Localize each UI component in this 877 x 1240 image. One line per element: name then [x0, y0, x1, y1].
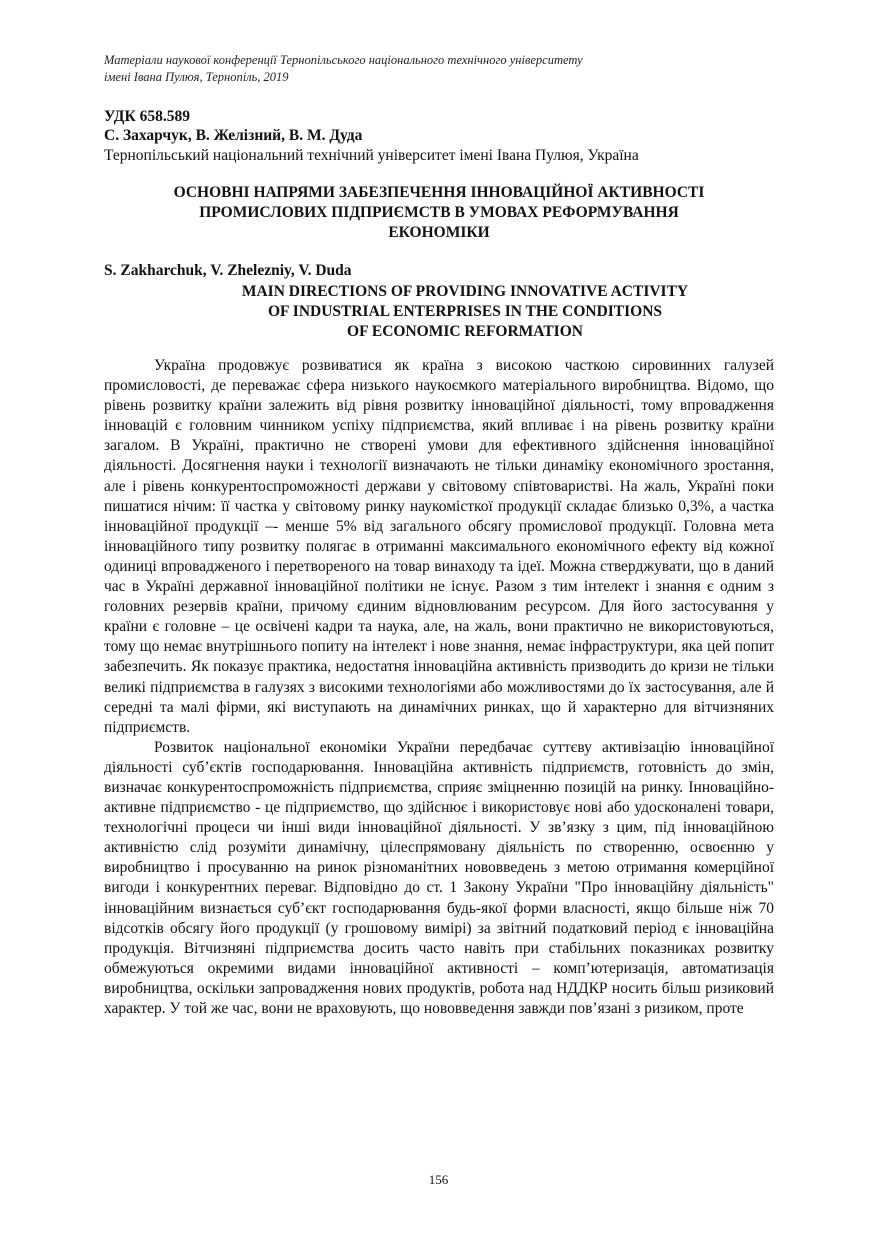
conference-header	[104, 52, 784, 86]
page-number: 156	[428, 1172, 449, 1187]
title-english	[130, 282, 800, 342]
paragraph-2: Розвиток національної економіки України передбачає суттєву активізацію інноваційної діяльності суб’єктів господарювання. Інноваційна активність підприємств, готовність до змін, визначає конкурентоспроможність підприємства, сприяє зміцненню позицій на ринку. Інноваційно-активне підприємство - це підприємство, що здійснює і використовує нові або удосконалені товари, технологічні процеси чи інші види інноваційної діяльності. У зв’язку з цим, під інноваційною активністю слід розуміти динамічну, цілеспрямовану діяльність по створенню, освоєнню у виробництво і просуванню на ринок різноманітних нововведень з метою отримання комерційної вигоди і конкурентних переваг. Відповідно до ст. 1 Закону України "Про інноваційну діяльність" інноваційним визнається суб’єкт господарювання будь-якої форми власності, якщо більше ніж 70 відсотків обсягу його продукції (у грошовому вимірі) за звітний податковий період є інноваційна продукція. Вітчизняні підприємства досить часто навіть при стабільних показниках розвитку обмежуються окремими видами інноваційної активності – комп’ютеризація, автоматизація виробництва, оскільки запровадження нових продуктів, робота над НДДКР носить більш ризиковий характер. У той же час, вони не враховують, що нововведення завжди пов’язані з ризиком, проте	[104, 738, 774, 1017]
affiliation: Тернопільський національний технічний університет імені Івана Пулюя, Україна	[104, 147, 639, 164]
title-uk-line-2: ПРОМИСЛОВИХ ПІДПРИЄМСТВ В УМОВАХ РЕФОРМУВАННЯ	[199, 204, 679, 221]
title-ukrainian	[104, 183, 774, 243]
title-en-line-1: MAIN DIRECTIONS OF PROVIDING INNOVATIVE ACTIVITY	[241, 283, 689, 300]
header-line-1: Матеріали наукової конференції Тернопільського національного технічного університету	[104, 53, 583, 67]
title-uk-line-1: ОСНОВНІ НАПРЯМИ ЗАБЕЗПЕЧЕННЯ ІННОВАЦІЙНОЇ АКТИВНОСТІ	[173, 184, 705, 201]
title-en-line-2: OF INDUSTRIAL ENTERPRISES IN THE CONDITIONS	[267, 303, 663, 320]
title-uk-line-3: ЕКОНОМІКИ	[388, 224, 490, 241]
header-line-2: імені Івана Пулюя, Тернопіль, 2019	[104, 70, 289, 84]
title-en-line-3: OF ECONOMIC REFORMATION	[347, 323, 583, 340]
authors-ukrainian: С. Захарчук, В. Желізний, В. М. Дуда	[104, 127, 363, 144]
body-text	[104, 356, 774, 1019]
authors-english: S. Zakharchuk, V. Zhelezniy, V. Duda	[104, 262, 352, 279]
paragraph-1: Україна продовжує розвиватися як країна з високою часткою сировинних галузей промисловості, де переважає сфера низького наукоємкого матеріального виробництва. Відомо, що рівень розвитку країни залежить від рівня розвитку інноваційної діяльності, тому впровадження інновацій є головним чинником успіху підприємства, який впливає і на рівень розвитку країни загалом. В Україні, практично не створені умови для ефективного здійснення інноваційної діяльності. Досягнення науки і технології визначають не тільки динаміку економічного зростання, але і рівень конкурентоспроможності держави у світовому співтоваристві. На жаль, Україні поки пишатися нічим: її частка у світовому ринку наукомісткої продукції складає близько 0,3%, а частка інноваційної продукції –- менше 5% від загального обсягу промислової продукції. Головна мета інноваційного типу розвитку полягає в отриманні максимального економічного ефекту від кожної одиниці впровадженого і перетвореного на товар винаходу та ідеї. Можна стверджувати, що в даний час в Україні державної інноваційної політики не існує. Разом з тим інтелект і знання є одним з головних резервів країни, причому єдиним відновлюваним ресурсом. Для його застосування у країни є головне – це освічені кадри та наука, але, на жаль, вони практично не використовуються, тому що немає внутрішнього попиту на інтелект і нове знання, немає інфраструктури, яка цей попит забезпечить. Як показує практика, недостатня інноваційна активність призводить до кризи не тільки великі підприємства в галузях з високими технологіями або можливостями до їх застосування, але й середні та малі фірми, які виступають на динамічних ринках, що й характерно для вітчизняних підприємств.	[104, 357, 774, 736]
udk-code: УДК 658.589	[104, 108, 190, 125]
